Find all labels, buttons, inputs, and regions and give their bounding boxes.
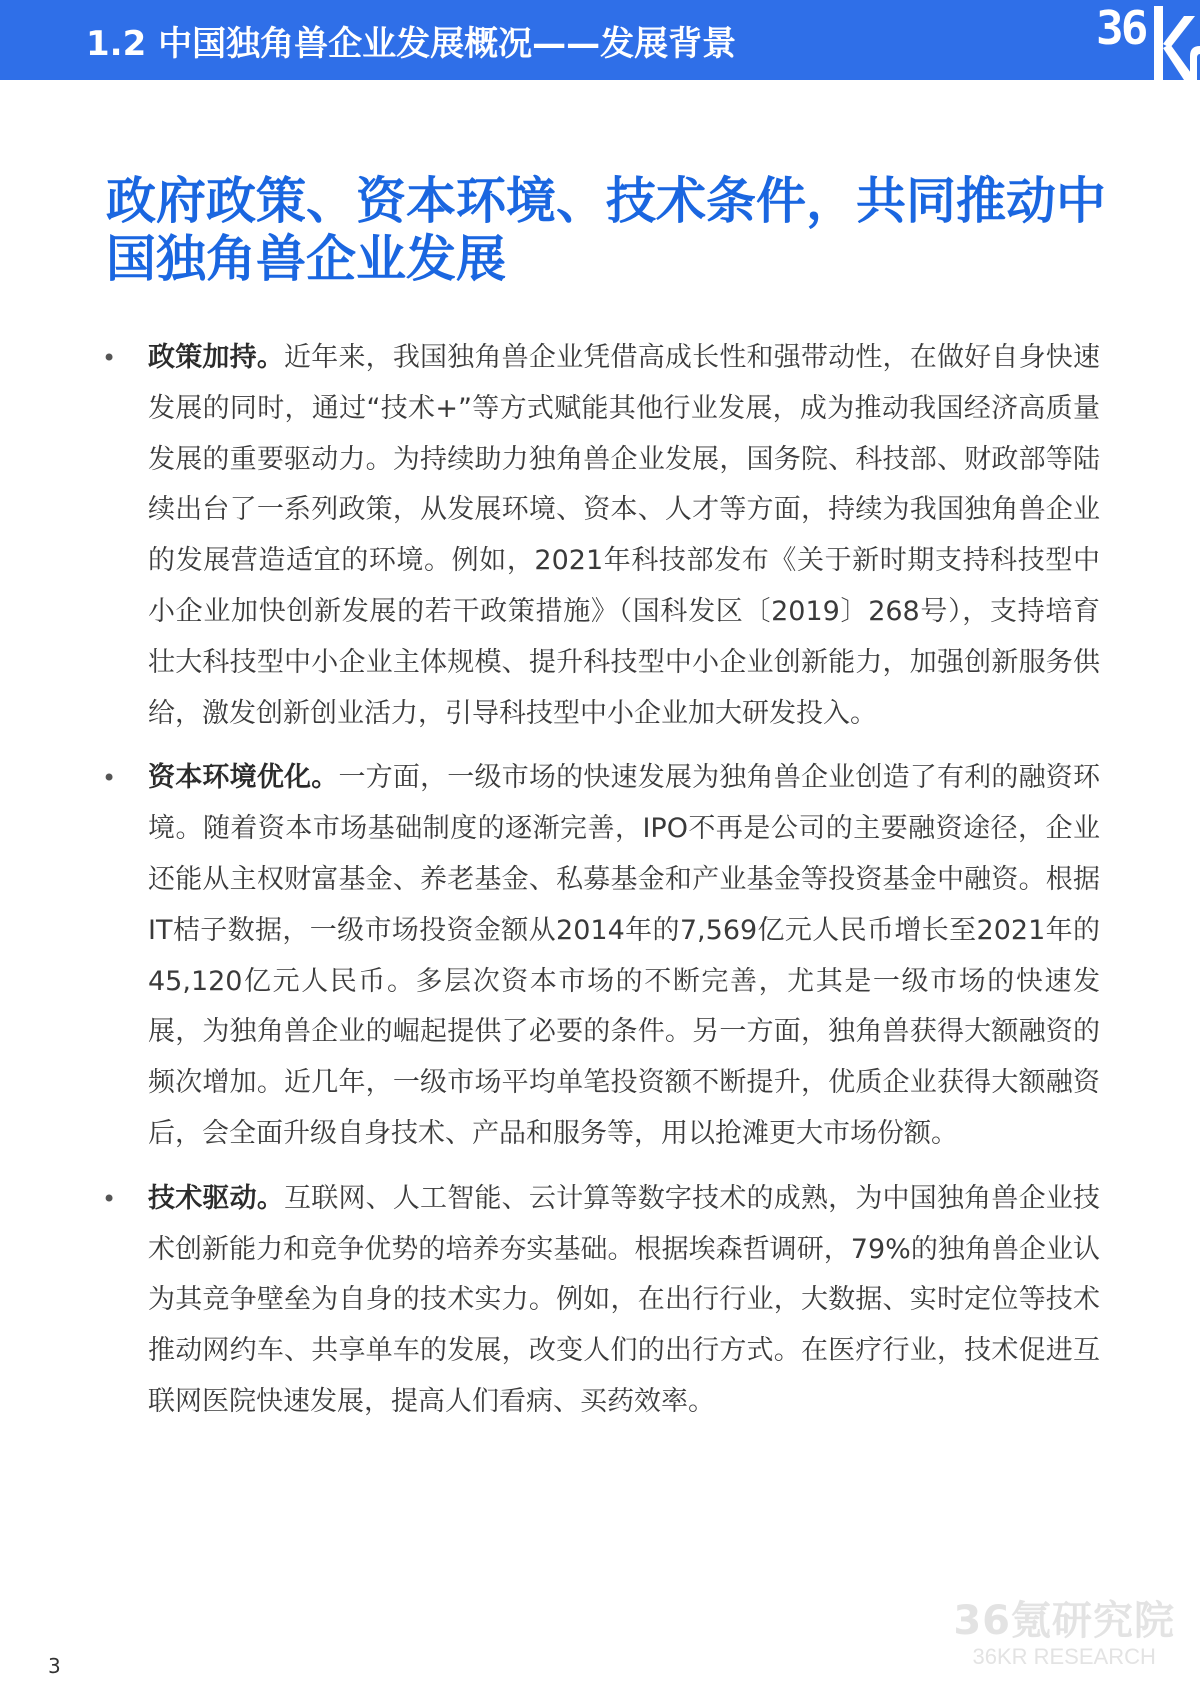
section-title: 1.2 中国独角兽企业发展概况——发展背景	[86, 24, 737, 64]
bullet-item-policy	[100, 333, 1100, 739]
bullet-marker: •	[102, 1184, 117, 1213]
bullet-text: 互联网、人工智能、云计算等数字技术的成熟，为中国独角兽企业技术创新能力和竞争优势的培养夯实基础。根据埃森哲调研，79%的独角兽企业认为其竞争壁垒为自身的技术实力。例如，在出行行业，大数据、实时定位等技术推动网约车、共享单车的发展，改变人们的出行方式。在医疗行业，技术促进互联网医院快速发展，提高人们看病、买药效率。	[148, 1182, 1101, 1417]
bullet-list	[100, 333, 1100, 1442]
svg-text:36: 36	[1096, 1, 1146, 55]
bullet-lead: 政策加持。	[148, 342, 285, 373]
bullet-lead: 资本环境优化。	[148, 762, 339, 794]
watermark-logo	[953, 1598, 1175, 1670]
bullet-marker: •	[102, 764, 117, 793]
bullet-text: 一方面，一级市场的快速发展为独角兽企业创造了有利的融资环境。随着资本市场基础制度的逐渐完善，IPO不再是公司的主要融资途径，企业还能从主权财富基金、养老基金、私募基金和产业基金等投资基金中融资。根据IT桔子数据，一级市场投资金额从2014年的7,569亿元人民币增长至2021年的45,120亿元人民币。多层次资本市场的不断完善，尤其是一级市场的快速发展，为独角兽企业的崛起提供了必要的条件。另一方面，独角兽获得大额融资的频次增加。近几年，一级市场平均单笔投资额不断提升，优质企业获得大额融资后，会全面升级自身技术、产品和服务等，用以抢滩更大市场份额。	[148, 762, 1101, 1149]
bullet-text: 近年来，我国独角兽企业凭借高成长性和强带动性，在做好自身快速发展的同时，通过“技术+”等方式赋能其他行业发展，成为推动我国经济高质量发展的重要驱动力。为持续助力独角兽企业发展，国务院、科技部、财政部等陆续出台了一系列政策，从发展环境、资本、人才等方面，持续为我国独角兽企业的发展营造适宜的环境。例如，2021年科技部发布《关于新时期支持科技型中小企业加快创新发展的若干政策措施》（国科发区〔2019〕268号），支持培育壮大科技型中小企业主体规模、提升科技型中小企业创新能力，加强创新服务供给，激发创新创业活力，引导科技型中小企业加大研发投入。	[148, 342, 1101, 729]
header-bar	[0, 0, 1200, 80]
bullet-lead: 技术驱动。	[148, 1182, 285, 1214]
bullet-marker: •	[102, 344, 117, 372]
page-title: 政府政策、资本环境、技术条件，共同推动中国独角兽企业发展	[106, 172, 1106, 288]
watermark-en: 36KR RESEARCH	[972, 1644, 1156, 1669]
36kr-logo-icon	[1050, 0, 1200, 80]
watermark-cn: 36氪研究院	[953, 1598, 1175, 1644]
bullet-item-technology	[100, 1174, 1100, 1428]
page-number: 3	[48, 1654, 61, 1678]
bullet-item-capital	[100, 753, 1100, 1159]
